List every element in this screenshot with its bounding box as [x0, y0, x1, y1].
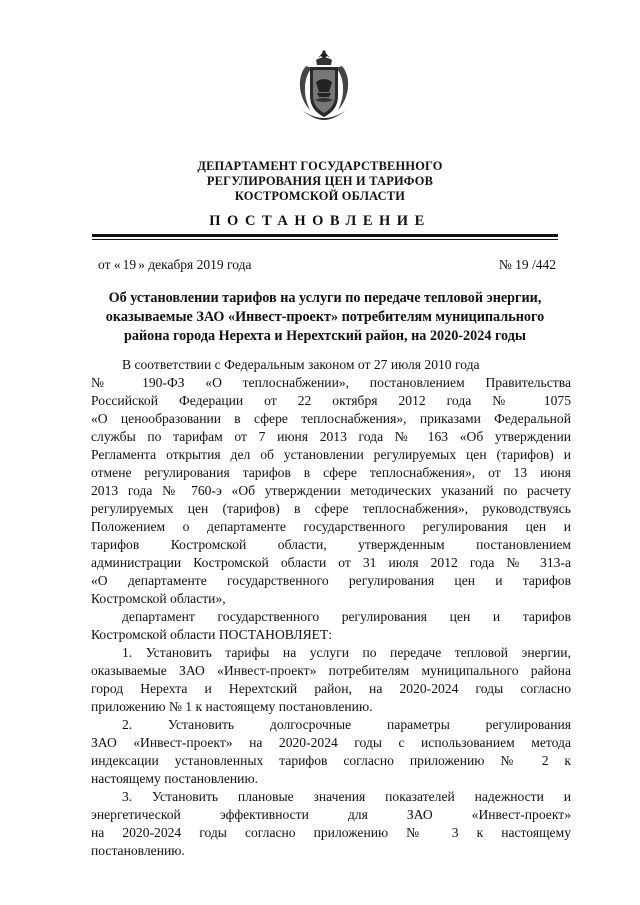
clause-1-line: приложению № 1 к настоящему постановлению.: [91, 699, 373, 714]
body-line: службы по тарифам от 7 июня 2013 года № 163 «Об утверждении: [91, 429, 571, 444]
clause-3-line: 3. Установить плановые значения показателей надежности и: [122, 789, 571, 804]
clause-1-line: оказываемые ЗАО «Инвест-проект» потребителям муниципального района: [91, 663, 571, 678]
body-line: Костромской области ПОСТАНОВЛЯЕТ:: [91, 627, 333, 642]
clause-3-line: постановлению.: [91, 843, 185, 858]
clause-3-line: на 2020-2024 годы согласно приложению № 3 к настоящему: [91, 825, 571, 840]
body-line: «О департаменте государственного регулирования цен и тарифов: [91, 573, 571, 588]
clause-1-line: 1. Установить тарифы на услуги по передаче тепловой энергии,: [122, 645, 571, 660]
date-prefix: от «: [98, 257, 121, 272]
clause-2-line: ЗАО «Инвест-проект» на 2020-2024 годы с использованием метода: [91, 735, 571, 750]
body-line: Регламента открытия дел об установлении регулируемых цен (тарифов) и: [91, 447, 571, 462]
document-type-heading: ПОСТАНОВЛЕНИЕ: [209, 213, 431, 229]
document-title-line-1: Об установлении тарифов на услуги по передаче тепловой энергии,: [108, 290, 542, 306]
header-divider-thick: [92, 234, 558, 237]
document-number: № 19 /442: [498, 257, 556, 272]
body-line: регулируемых цен (тарифов) в сфере теплоснабжения», руководствуясь: [91, 501, 571, 516]
clause-2-line: 2. Установить долгосрочные параметры регулирования: [122, 717, 571, 732]
kostroma-coat-of-arms-emblem: [294, 50, 354, 126]
date-day: 19: [122, 257, 137, 272]
body-line: В соответствии с Федеральным законом от 27 июля 2010 года: [122, 357, 480, 372]
document-title-line-3: района города Нерехта и Нерехтский район, на 2020-2024 годы: [124, 328, 526, 344]
header-divider-thin: [92, 239, 558, 240]
body-line: департамент государственного регулирования цен и тарифов: [122, 609, 571, 624]
department-name-line-2: РЕГУЛИРОВАНИЯ ЦЕН И ТАРИФОВ: [206, 174, 434, 188]
document-title-line-2: оказываемые ЗАО «Инвест-проект» потребителям муниципального: [105, 309, 545, 325]
body-line: 2013 года № 760-э «Об утверждении методических указаний по расчету: [91, 483, 571, 498]
body-line: отмене регулирования тарифов в сфере теплоснабжения», от 13 июня: [91, 465, 571, 480]
date-suffix: » декабря 2019 года: [138, 257, 252, 272]
department-name-line-3: КОСТРОМСКОЙ ОБЛАСТИ: [234, 189, 406, 203]
body-line: Положением о департаменте государственного регулирования цен и: [91, 519, 571, 534]
clause-1-line: город Нерехта и Нерехтский район, на 2020-2024 годы согласно: [91, 681, 571, 696]
clause-2-line: индексации установленных тарифов согласно приложению № 2 к: [91, 753, 571, 768]
document-date: [98, 257, 253, 273]
clause-3-line: энергетической эффективности для ЗАО «Инвест-проект»: [91, 807, 571, 822]
department-name-line-1: ДЕПАРТАМЕНТ ГОСУДАРСТВЕННОГО: [197, 159, 443, 173]
body-line: Костромской области»,: [91, 591, 226, 606]
body-line: «О ценообразовании в сфере теплоснабжения», приказами Федеральной: [91, 411, 571, 426]
body-line: № 190-ФЗ «О теплоснабжении», постановлением Правительства: [91, 375, 571, 390]
body-line: администрации Костромской области от 31 июля 2012 года № 313-а: [91, 555, 571, 570]
body-line: Российской Федерации от 22 октября 2012 года № 1075: [91, 393, 571, 408]
clause-2-line: настоящему постановлению.: [91, 771, 259, 786]
body-line: тарифов Костромской области, утвержденным постановлением: [91, 537, 571, 552]
